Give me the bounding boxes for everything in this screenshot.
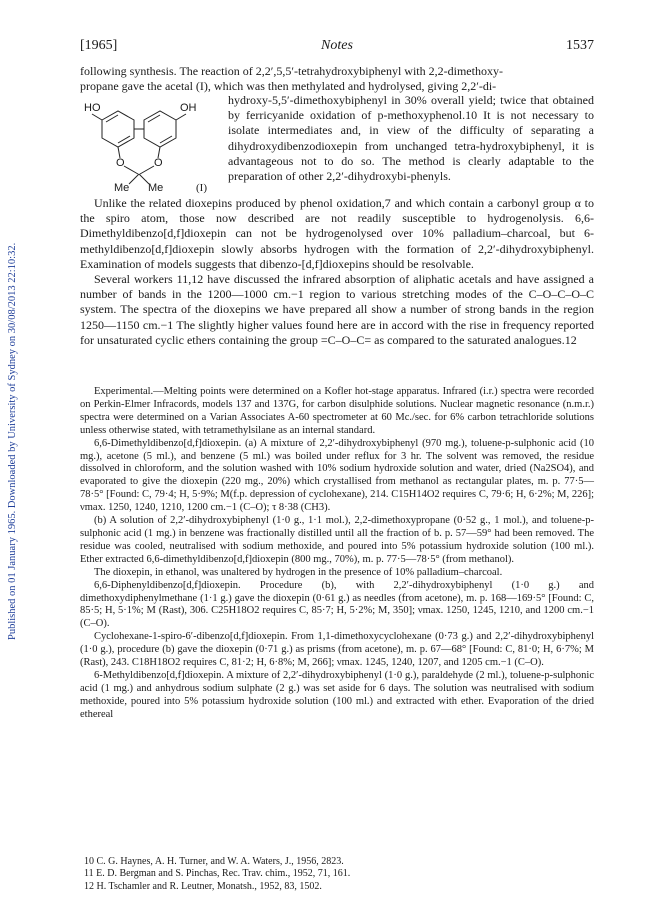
reference-12: 12 H. Tschamler and R. Leutner, Monatsh., 1952, 83, 1502. xyxy=(84,880,322,892)
dimethyl-procedure-a: 6,6-Dimethyldibenzo[d,f]dioxepin. (a) A mixture of 2,2′-dihydroxybiphenyl (970 mg.), toluene-p-sulphonic acid (10 mg.), acetone (5 ml.), and benzene (5 ml.) was boiled under reflux for 3 hr. The solvent was removed, the residue dissolved in chloroform, and the solution washed with 10% sodium hydroxide solution and water, dried (Na2SO4), and evaporated to give the dioxepin (220 mg., 20%) which crystallised from methanol as rectangular plates, m. p. 77·5—78·5° [Found: C, 79·4; H, 5·9%; M(f.p. depression of cyclohexane), 214. C15H14O2 requires C, 79·6; H, 6·2%; M, 226]; νmax. 1250, 1240, 1210, 1200 cm.−1 (C–O); τ 8·38 (CH3). xyxy=(80,437,594,514)
ho-label: HO xyxy=(84,102,101,114)
reference-10: 10 C. G. Haynes, A. H. Turner, and W. A. Waters, J., 1956, 2823. xyxy=(84,856,344,867)
unlike-paragraph: Unlike the related dioxepins produced by phenol oxidation,7 and which contain a carbonyl group α to the spiro atom, those now described are not readily susceptible to hydrogenolysis. 6,6-Dimethyldibenzo[d,f]dioxepin can not be hydrogenolysed over 10% palladium–charcoal, but 6-methyldibenzo[d,f]dioxepin slowly absorbs hydrogen with the formation of 2,2′-dihydroxybiphenyl. Examination of models suggests that dibenzo-[d,f]dioxepins should be resolvable. xyxy=(80,196,594,271)
compound-label: (I) xyxy=(196,182,207,194)
cyclohexane-spiro-procedure: Cyclohexane-1-spiro-6′-dibenzo[d,f]dioxepin. From 1,1-dimethoxycyclohexane (0·73 g.) and 2,2′-dihydroxybiphenyl (1·0 g.), procedure (b) gave the dioxepin (0·71 g.) as prisms (from acetone), m. p. 67—68° [Found: C, 81·0; H, 6·7%; M (Rast), 243. C18H18O2 requires C, 81·2; H, 6·8%; M, 266]; νmax. 1245, 1240, 1207, and 1205 cm.−1 (C–O). xyxy=(80,631,594,669)
discussion-section xyxy=(80,196,594,348)
hydrogenation-note: The dioxepin, in ethanol, was unaltered by hydrogen in the presence of 10% palladium–charcoal. xyxy=(94,566,503,578)
oxygen-right-label: O xyxy=(154,157,163,169)
header-page-number: 1537 xyxy=(566,38,594,53)
diphenyl-procedure: 6,6-Diphenyldibenzo[d,f]dioxepin. Procedure (b), with 2,2′-dihydroxybiphenyl (1·0 g.) and dimethoxydiphenylmethane (1·1 g.) gave the dioxepin (0·61 g.) as needles (from acetone), m. p. 168—169·5° [Found: C, 85·5; H, 5·1%; M (Rast), 306. C25H18O2 requires C, 85·7; H, 5·2%; M, 350]; νmax. 1250, 1245, 1210, and 1200 cm.−1 (C–O). xyxy=(80,579,594,630)
structure-figure xyxy=(80,102,220,200)
intro-wrapped-text xyxy=(228,93,594,184)
references xyxy=(80,856,594,893)
download-notice xyxy=(4,120,22,640)
oxygen-left-label: O xyxy=(116,157,125,169)
page-header xyxy=(80,38,594,56)
methyl-left-label: Me xyxy=(114,182,130,194)
oh-label: OH xyxy=(180,102,197,114)
intro-line-2: propane gave the acetal (I), which was then methylated and hydrolysed, giving 2,2′-di- xyxy=(80,79,497,94)
header-year: [1965] xyxy=(80,38,118,53)
methyl-procedure: 6-Methyldibenzo[d,f]dioxepin. A mixture of 2,2′-dihydroxybiphenyl (1·0 g.), paraldehyde (2 ml.), toluene-p-sulphonic acid (1 mg.) and anhydrous sodium sulphate (2 g.) was set aside for 6 days. The solution was neutralised with sodium methoxide, poured into 5% potassium hydroxide solution (100 ml.) and extracted with ether. Evaporation of the dried ethereal xyxy=(80,669,594,720)
intro-line-1: following synthesis. The reaction of 2,2′,5,5′-tetrahydroxybiphenyl with 2,2-dimethoxy- xyxy=(80,64,503,78)
methyl-right-label: Me xyxy=(148,182,164,194)
intro-lines xyxy=(80,64,594,94)
several-workers-paragraph: Several workers 11,12 have discussed the infrared absorption of aliphatic acetals and have assigned a number of bands in the 1200—1000 cm.−1 region to various stretching modes of the C–O–C–O–C system. The spectra of the dioxepins we have prepared all show a number of strong bands in the region 1250—1150 cm.−1 The slightly higher values found here are in accord with the rise in frequency reported for unsaturated cyclic ethers containing the group =C–O–C= as compared to the saturated analogues.12 xyxy=(80,272,594,347)
experimental-section xyxy=(80,386,594,722)
intro-wrap-paragraph: hydroxy-5,5′-dimethoxybiphenyl in 30% overall yield; twice that obtained by ferricyanide oxidation of p-methoxyphenol.10 It is not necessary to isolate intermediates and, in view of the difficulty of separating a dihydroxydibenzodioxepin from unchanged tetra-hydroxybiphenyl, it is advantageous not to do so. The method is clearly adaptable to the preparation of other 2,2′-dihydroxybi-phenyls. xyxy=(228,93,594,184)
experimental-intro: Experimental.—Melting points were determined on a Kofler hot-stage apparatus. Infrared (i.r.) spectra were recorded on Perkin-Elmer Infracords, models 137 and 137G, for carbon disulphide solutions. Nuclear magnetic resonance (n.m.r.) spectra were determined on a Varian Associates A-60 spectrometer at 60 Mc./sec. for 6% carbon tetrachloride solutions unless otherwise stated, with tetramethylsilane as an internal standard. xyxy=(80,386,594,436)
header-title: Notes xyxy=(321,38,353,53)
download-notice-text: Published on 01 January 1965. Downloaded by University of Sydney on 30/08/2013 22:10:32. xyxy=(7,242,18,640)
dimethyl-procedure-b: (b) A solution of 2,2′-dihydroxybiphenyl (1·0 g., 1·1 mol.), 2,2-dimethoxypropane (0·52 g., 1 mol.), and toluene-p-sulphonic acid (1 mg.) in benzene was fractionally distilled until all the fraction of b. p. 57—59° had been removed. The residue was cooled, neutralised with sodium methoxide, and poured into 5% potassium hydroxide solution (100 ml.). Ether extracted 6,6-dimethyldibenzo[d,f]dioxepin (800 mg., 70%), m. p. 77·5—78·5° (from methanol). xyxy=(80,515,594,565)
reference-11: 11 E. D. Bergman and S. Pinchas, Rec. Trav. chim., 1952, 71, 161. xyxy=(84,868,351,880)
